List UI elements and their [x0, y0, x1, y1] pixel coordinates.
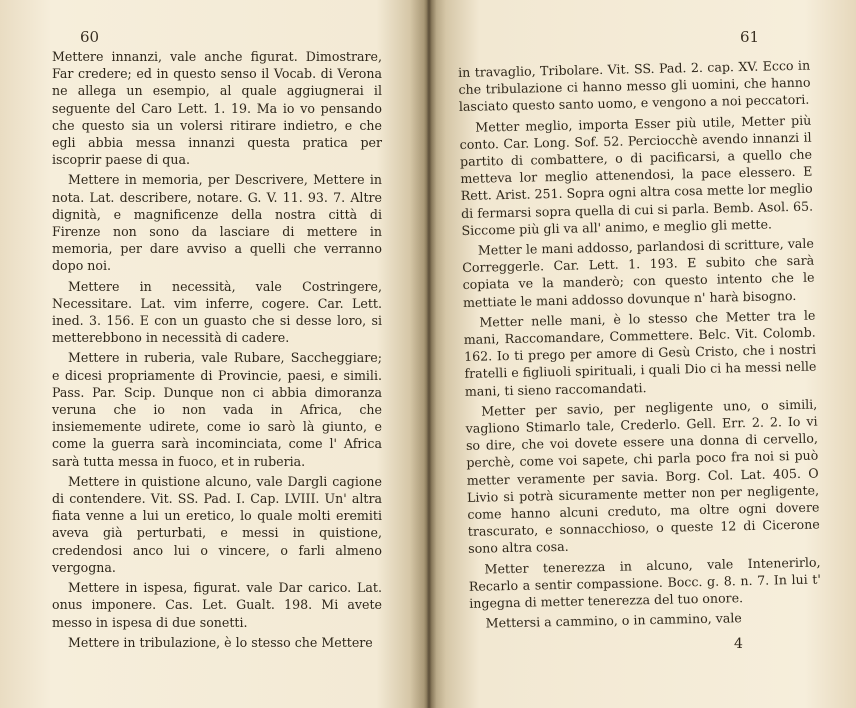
dictionary-entry: Mettere in ruberia, vale Rubare, Saccheggiare; e dicesi propriamente di Provincie, paesi, e simili. Pass. Par. Scip. Dunque non ci abbia dimoranza veruna che io non vada in Africa, che insiememente udirete, come io sarò là giunto, e come la guerra sarà incominciata, come l' Africa sarà tutta messa in fuoco, et in ruberia. — [52, 350, 382, 469]
dictionary-entry: Metter per savio, per negligente uno, o simili, vagliono Stimarlo tale, Crederlo. Gell. Err. 2. 2. Io vi so dire, che voi dovete essere una donna di cervello, perchè, come voi sapete, chi parla poco fra noi si può metter veramente per savia. Borg. Col. Lat. 405. O Livio si potrà sicuramente metter non per negligente, come hanno alcuni creduto, ma oltre ogni dovere trascurato, e sonnacchioso, o queste 12 di Cicerone sono altra cosa. — [465, 396, 820, 557]
right-page — [428, 0, 856, 708]
page-text — [458, 57, 822, 636]
signature-mark: 4 — [734, 636, 743, 652]
paragraph: Mettere innanzi, vale anche figurat. Dimostrare, Far credere; ed in questo senso il Vocab. di Verona ne allega un esempio, al quale aggiugnerai il seguente del Caro Lett. 1. 19. Ma io vo pensando che questo sia un volersi ritirare indietro, e che egli abbia messa innanzi questa pratica per iscoprir paese di qua. — [52, 49, 382, 168]
dictionary-entry: Mettere in quistione alcuno, vale Dargli cagione di contendere. Vit. SS. Pad. I. Cap. LVIII. Un' altra fiata venne a lui un eretico, lo quale molti eremiti aveva già perturbati, e messi in quistione, credendosi anco lui o vincere, o farli almeno vergogna. — [52, 473, 382, 575]
dictionary-entry: Mettere in ispesa, figurat. vale Dar carico. Lat. onus imponere. Cas. Let. Gualt. 198. Mi avete messo in ispesa di due sonetti. — [52, 580, 382, 630]
dictionary-entry: Mettere in necessità, vale Costringere, Necessitare. Lat. vim inferre, cogere. Car. Lett. ined. 3. 156. E con un guasto che si desse loro, si metterebbono in necessità di cadere. — [52, 278, 382, 346]
paragraph: in travaglio, Tribolare. Vit. SS. Pad. 2. cap. XV. Ecco in che tribulazione ci hanno messo gli uomini, che hanno lasciato questo santo uomo, e vengono a noi peccatori. — [458, 57, 811, 115]
dictionary-entry: Mettersi a cammino, o in cammino, vale — [485, 610, 742, 631]
page-number: 61 — [740, 28, 760, 46]
dictionary-entry: Mettere in tribulazione, è lo stesso che Mettere — [68, 634, 373, 650]
page-text — [52, 48, 382, 654]
dictionary-entry: Metter meglio, importa Esser più utile, Metter più conto. Car. Long. Sof. 52. Perciocchè avendo innanzi il partito di combattere, o di pacificarsi, a quello che metteva lor meglio attenendosi, la pace elessero. E Rett. Arist. 251. Sopra ogni altra cosa mette lor meglio di fermarsi sopra quella di cui si parla. Bemb. Asol. 65. Siccome più gli va all' animo, e meglio gli mette. — [459, 112, 814, 238]
dictionary-entry: Mettere in memoria, per Descrivere, Mettere in nota. Lat. describere, notare. G. V. 11. 93. 7. Altre dignità, e magnificenze della nostra città di Firenze non sono da lasciare di mettere in memoria, per dare avviso a quelli che verranno dopo noi. — [52, 172, 382, 274]
dictionary-entry: Metter le mani addosso, parlandosi di scritture, vale Correggerle. Car. Lett. 1. 193. E subito che sarà copiata ve la manderò; con questo intento che le mettiate le mani addosso dovunque n' harà bisogno. — [462, 235, 815, 310]
dictionary-entry: Metter tenerezza in alcuno, vale Intenerirlo, Recarlo a sentir compassione. Bocc. g. 8. n. 7. In lui t' ingegna di metter tenerezza del tuo onore. — [468, 554, 822, 611]
dictionary-entry: Metter nelle mani, è lo stesso che Metter tra le mani, Raccomandare, Commettere. Belc. Vit. Colomb. 162. Io ti prego per amore di Gesù Cristo, che i nostri fratelli e figliuoli spirituali, i quali Dio ci ha messi nelle mani, ti sieno raccomandati. — [463, 307, 817, 399]
page-number: 60 — [80, 28, 100, 46]
